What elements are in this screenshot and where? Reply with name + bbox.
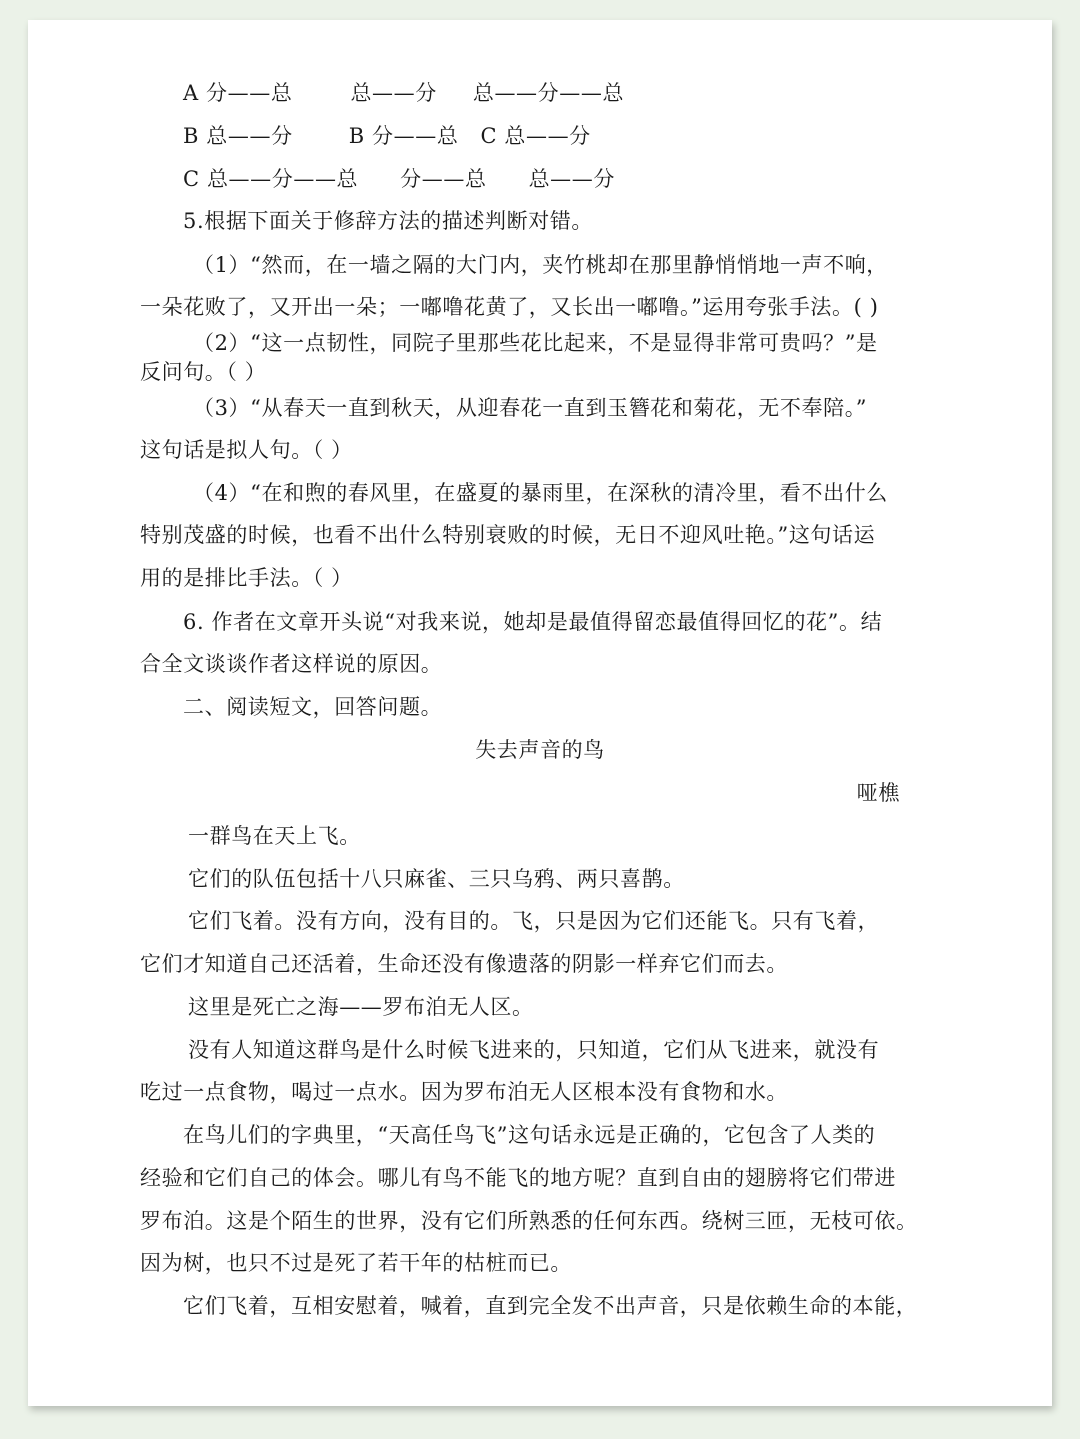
article-author: 哑樵 bbox=[856, 781, 900, 805]
option-text: C 总——分——总 bbox=[183, 167, 359, 191]
option-row-c bbox=[183, 164, 615, 194]
question-6-cont: 合全文谈谈作者这样说的原因。 bbox=[140, 652, 443, 676]
option-text: 总——分 bbox=[528, 167, 615, 191]
question-5-item-4-cont: 特别茂盛的时候，也看不出什么特别衰败的时候，无日不迎风吐艳。”这句话运 bbox=[140, 523, 876, 547]
question-5-item-3-cont: 这句话是拟人句。（ ） bbox=[140, 438, 353, 462]
question-5-item-4-cont2: 用的是排比手法。（ ） bbox=[140, 566, 353, 590]
article-paragraph-cont: 经验和它们自己的体会。哪儿有鸟不能飞的地方呢？直到自由的翅膀将它们带进 bbox=[140, 1166, 896, 1190]
article-paragraph-cont: 它们才知道自己还活着，生命还没有像遗落的阴影一样弃它们而去。 bbox=[140, 952, 788, 976]
article-paragraph: 没有人知道这群鸟是什么时候飞进来的，只知道，它们从飞进来，就没有 bbox=[188, 1038, 880, 1062]
article-paragraph-cont: 吃过一点食物，喝过一点水。因为罗布泊无人区根本没有食物和水。 bbox=[140, 1080, 788, 1104]
section-2-heading: 二、阅读短文，回答问题。 bbox=[183, 695, 443, 719]
question-5-item-1: （1）“然而，在一墙之隔的大门内，夹竹桃却在那里静悄悄地一声不响， bbox=[193, 253, 888, 277]
option-text: 总——分 bbox=[350, 81, 437, 105]
option-row-b bbox=[183, 121, 591, 151]
question-5-title: 5.根据下面关于修辞方法的描述判断对错。 bbox=[183, 209, 594, 233]
article-paragraph-cont: 因为树，也只不过是死了若干年的枯桩而已。 bbox=[140, 1251, 572, 1275]
article-paragraph: 它们飞着，互相安慰着，喊着，直到完全发不出声音，只是依赖生命的本能， bbox=[183, 1294, 918, 1318]
option-text: B 分——总 bbox=[348, 124, 459, 148]
option-text: 总——分——总 bbox=[472, 81, 625, 105]
article-title: 失去声音的鸟 bbox=[475, 738, 605, 762]
question-5-item-4: （4）“在和煦的春风里，在盛夏的暴雨里，在深秋的清冷里，看不出什么 bbox=[193, 481, 888, 505]
question-5-item-2-cont: 反问句。（ ） bbox=[140, 360, 267, 384]
option-text: A 分——总 bbox=[183, 81, 293, 105]
option-text: B 总——分 bbox=[183, 124, 293, 148]
question-5-item-2: （2）“这一点韧性，同院子里那些花比起来，不是显得非常可贵吗？”是 bbox=[193, 331, 878, 355]
question-6: 6. 作者在文章开头说“对我来说，她却是最值得留恋最值得回忆的花”。结 bbox=[183, 610, 883, 634]
option-text: 分——总 bbox=[400, 167, 487, 191]
article-paragraph: 在鸟儿们的字典里，“天高任鸟飞”这句话永远是正确的，它包含了人类的 bbox=[183, 1123, 876, 1147]
article-paragraph: 它们的队伍包括十八只麻雀、三只乌鸦、两只喜鹊。 bbox=[188, 867, 685, 891]
worksheet-page bbox=[28, 20, 1052, 1406]
option-row-a bbox=[183, 78, 624, 108]
article-paragraph: 一群鸟在天上飞。 bbox=[188, 824, 361, 848]
option-text: C 总——分 bbox=[480, 124, 591, 148]
article-paragraph: 它们飞着。没有方向，没有目的。飞，只是因为它们还能飞。只有飞着， bbox=[188, 909, 880, 933]
question-5-item-1-cont: 一朵花败了，又开出一朵；一嘟噜花黄了，又长出一嘟噜。”运用夸张手法。( ) bbox=[140, 295, 879, 319]
article-paragraph-cont: 罗布泊。这是个陌生的世界，没有它们所熟悉的任何东西。绕树三匝，无枝可依。 bbox=[140, 1209, 918, 1233]
article-paragraph: 这里是死亡之海——罗布泊无人区。 bbox=[188, 995, 534, 1019]
question-5-item-3: （3）“从春天一直到秋天，从迎春花一直到玉簪花和菊花，无不奉陪。” bbox=[193, 396, 868, 420]
